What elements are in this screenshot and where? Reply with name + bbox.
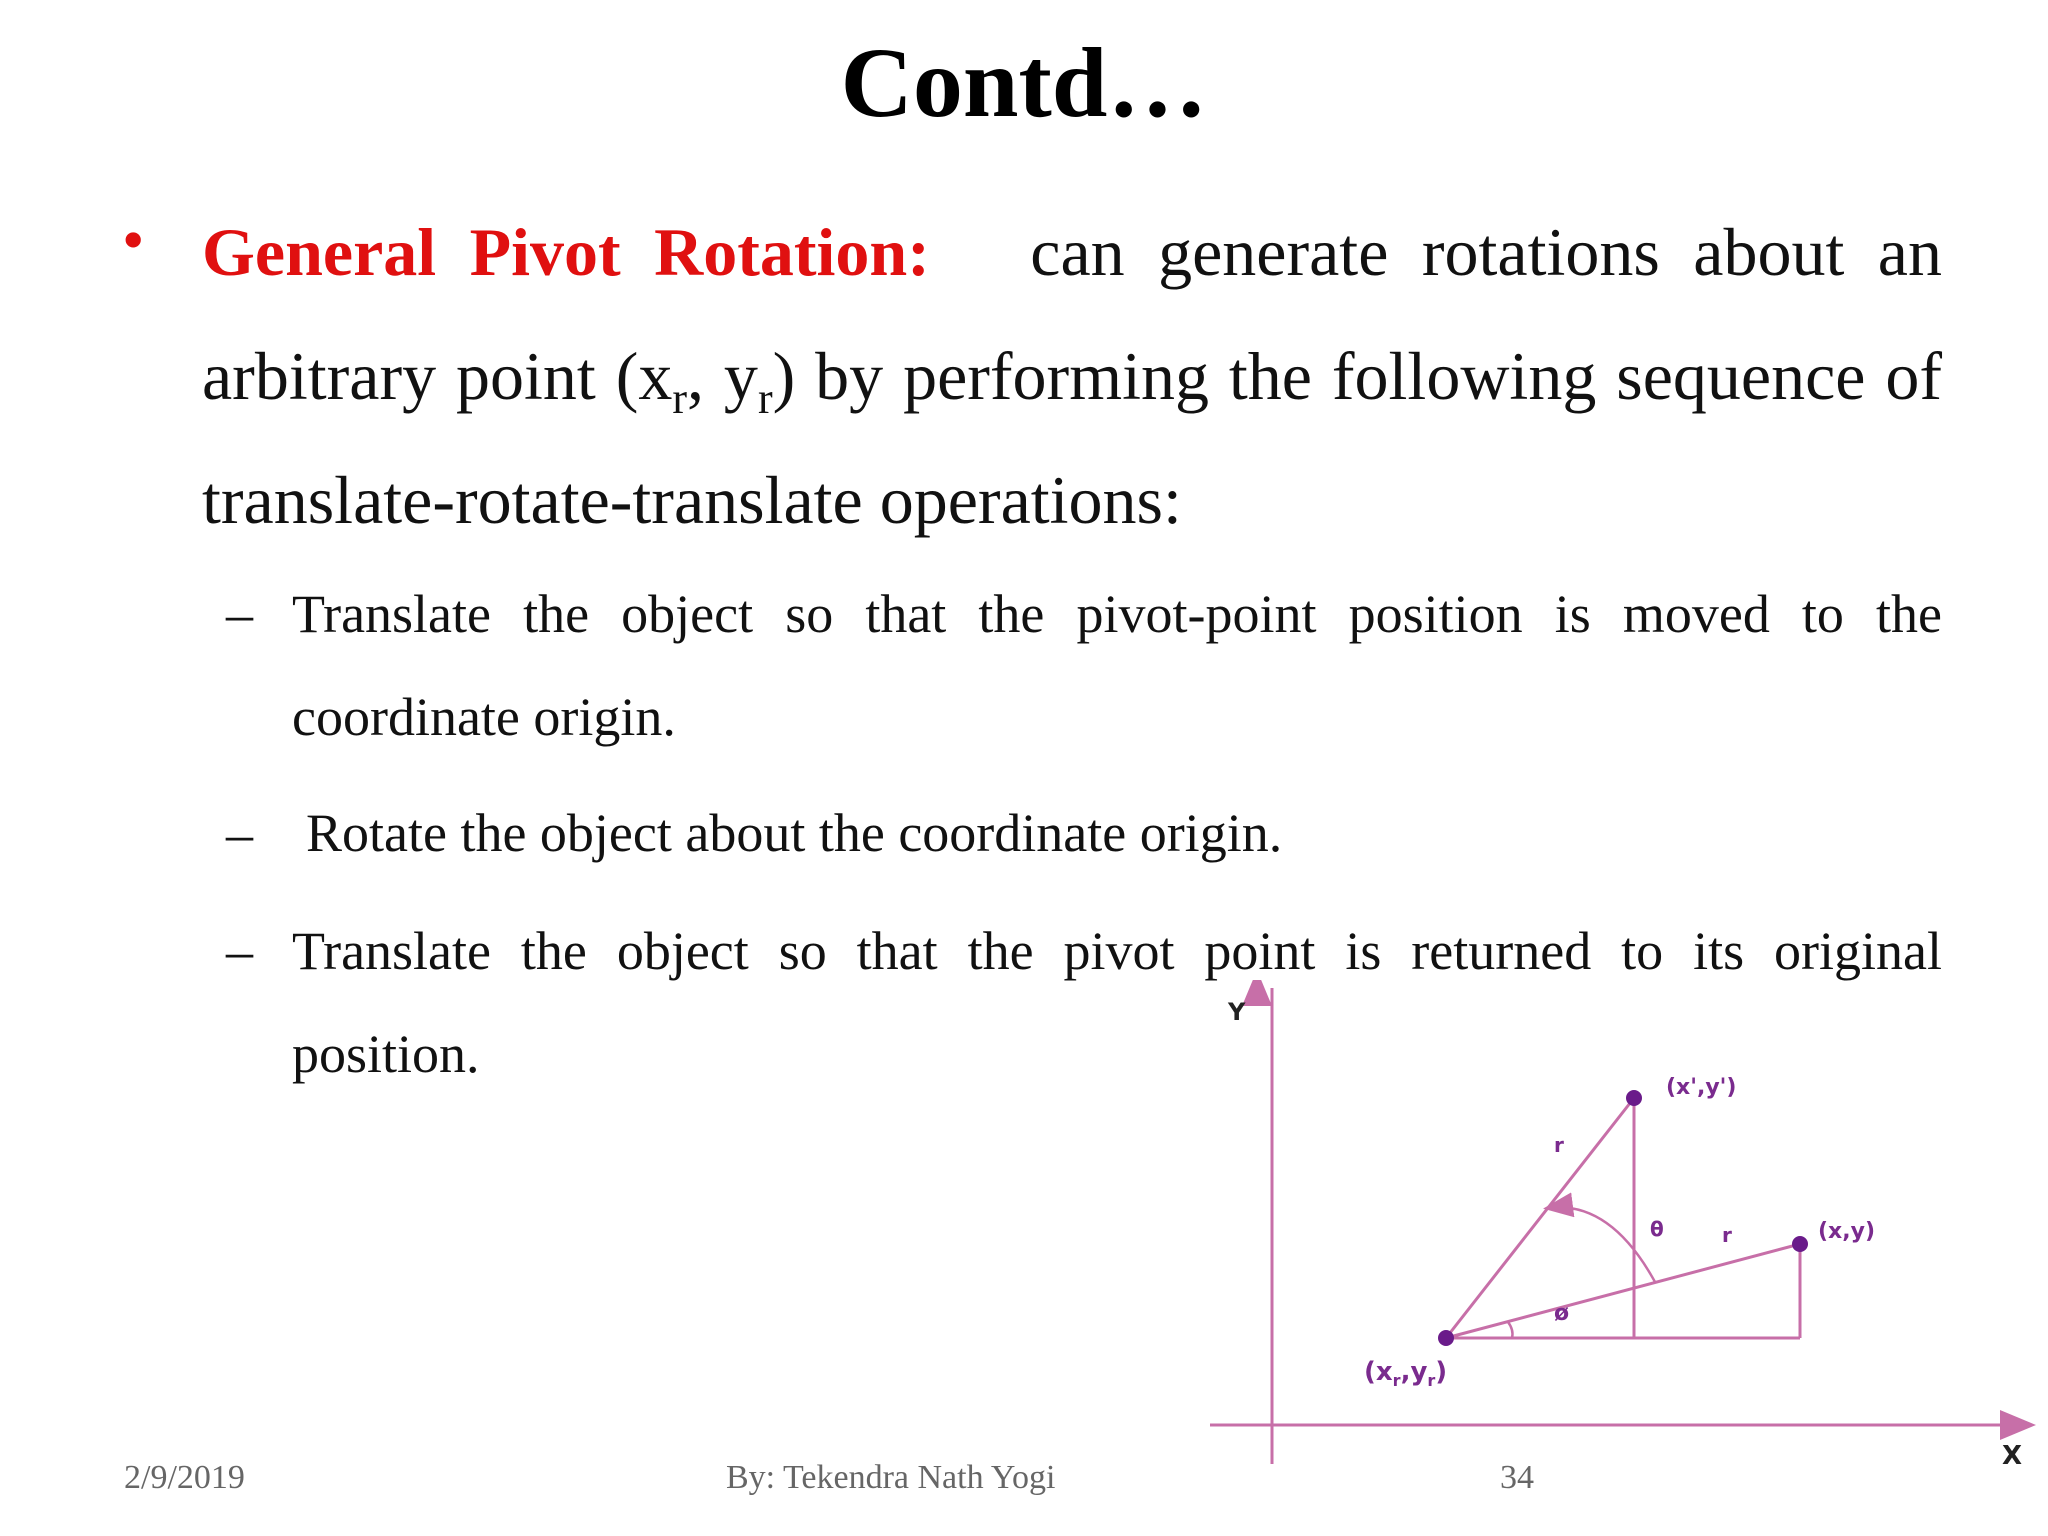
pivot-rotation-diagram — [1190, 980, 2040, 1480]
bullet-marker: • — [122, 204, 145, 275]
step-2-text: Rotate the object about the coordinate origin. — [306, 803, 1283, 863]
axis-y-label: Y — [1228, 998, 1246, 1026]
bullet-highlight: General Pivot Rotation: — [202, 214, 930, 290]
axis-x-label: X — [2002, 1441, 2023, 1471]
radius-line-rotated — [1446, 1098, 1634, 1338]
phi-label: ø — [1554, 1301, 1570, 1326]
bullet-subscript-1: r — [672, 374, 688, 423]
radius-line-original — [1446, 1244, 1800, 1338]
step-1-text: Translate the object so that the pivot-point position is moved to the coordinate origin. — [292, 584, 1942, 747]
bullet-text-3: ) by performing the following sequence of translate-rotate-translate operations: — [202, 338, 1942, 538]
bullet-paragraph — [202, 190, 1942, 562]
rotated-point-label: (x',y') — [1666, 1075, 1737, 1100]
footer-date: 2/9/2019 — [124, 1459, 245, 1496]
step-dash-2: – — [226, 804, 253, 864]
bullet-text-1: can generate rotations about an arbitrary point (x — [202, 214, 1942, 414]
point-original — [1792, 1236, 1808, 1252]
theta-arc — [1548, 1207, 1655, 1282]
step-dash-3: – — [226, 921, 253, 981]
slide-title: Contd… — [840, 27, 1208, 138]
bullet-text-2: , y — [687, 338, 758, 414]
pivot-point-label: $(x_r,y_r)$ — [1364, 1357, 1448, 1390]
original-point-label: (x,y) — [1818, 1219, 1875, 1244]
bullet-subscript-2: r — [757, 374, 773, 423]
footer-page-number: 34 — [1500, 1459, 1534, 1496]
step-3-text: Translate the object so that the pivot point is returned to its original position. — [292, 921, 1942, 1084]
radius-label-original: r — [1722, 1223, 1732, 1247]
footer-author: By: Tekendra Nath Yogi — [726, 1459, 1056, 1496]
radius-label-rotated: r — [1554, 1133, 1564, 1157]
phi-arc — [1508, 1322, 1513, 1338]
step-dash-1: – — [226, 584, 253, 644]
point-pivot — [1438, 1330, 1454, 1346]
theta-label: θ — [1650, 1217, 1664, 1241]
point-rotated — [1626, 1090, 1642, 1106]
